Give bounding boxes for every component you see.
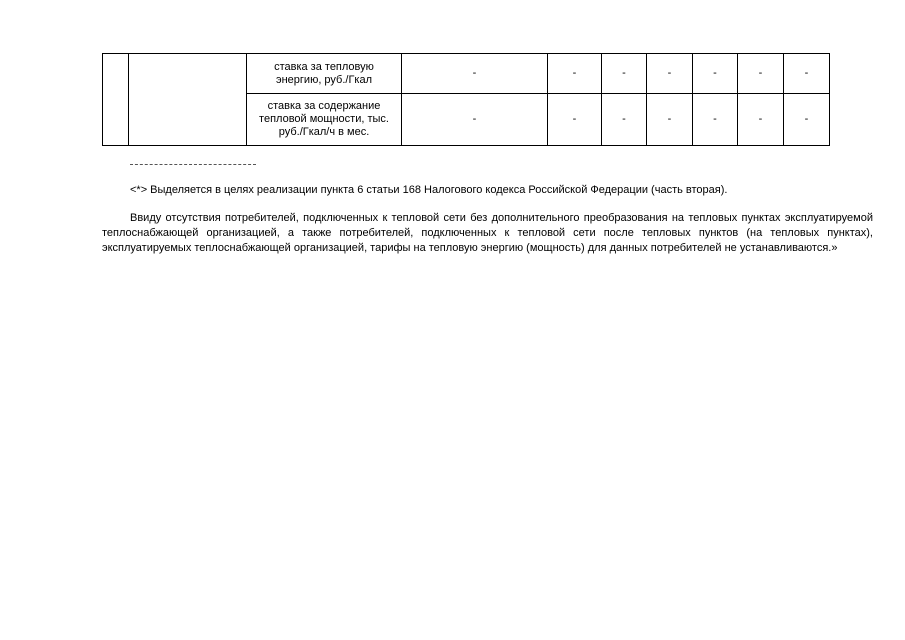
value-cell: - (402, 54, 548, 94)
value-cell: - (784, 54, 830, 94)
value-cell: - (738, 54, 784, 94)
footnote-separator (130, 164, 256, 165)
empty-cell-index (103, 54, 129, 146)
body-paragraph: Ввиду отсутствия потребителей, подключенных к тепловой сети без дополнительного преобразования на тепловых пунктах эксплуатируемой теплоснабжающей организацией, а также потребителей, подключенных к тепловой сети после тепловых пунктов (на тепловых пунктах), эксплуатируемых теплоснабжающей организацией, тарифы на тепловую энергию (мощность) для данных потребителей не устанавливаются.» (102, 212, 873, 254)
value-cell: - (647, 94, 693, 146)
value-cell: - (602, 94, 647, 146)
value-cell: - (784, 94, 830, 146)
value-cell: - (738, 94, 784, 146)
value-cell: - (647, 54, 693, 94)
value-cell: - (548, 94, 602, 146)
value-cell: - (693, 54, 738, 94)
row-label: ставка за тепловую энергию, руб./Гкал (247, 54, 402, 94)
table-row (103, 54, 830, 94)
tariff-table (102, 53, 830, 146)
footnote-text: <*> Выделяется в целях реализации пункта 6 статьи 168 Налогового кодекса Российской Федерации (часть вторая). (130, 184, 728, 196)
row-label: ставка за содержание тепловой мощности, тыс. руб./Гкал/ч в мес. (247, 94, 402, 146)
value-cell: - (402, 94, 548, 146)
value-cell: - (602, 54, 647, 94)
value-cell: - (693, 94, 738, 146)
empty-cell-name (129, 54, 247, 146)
value-cell: - (548, 54, 602, 94)
